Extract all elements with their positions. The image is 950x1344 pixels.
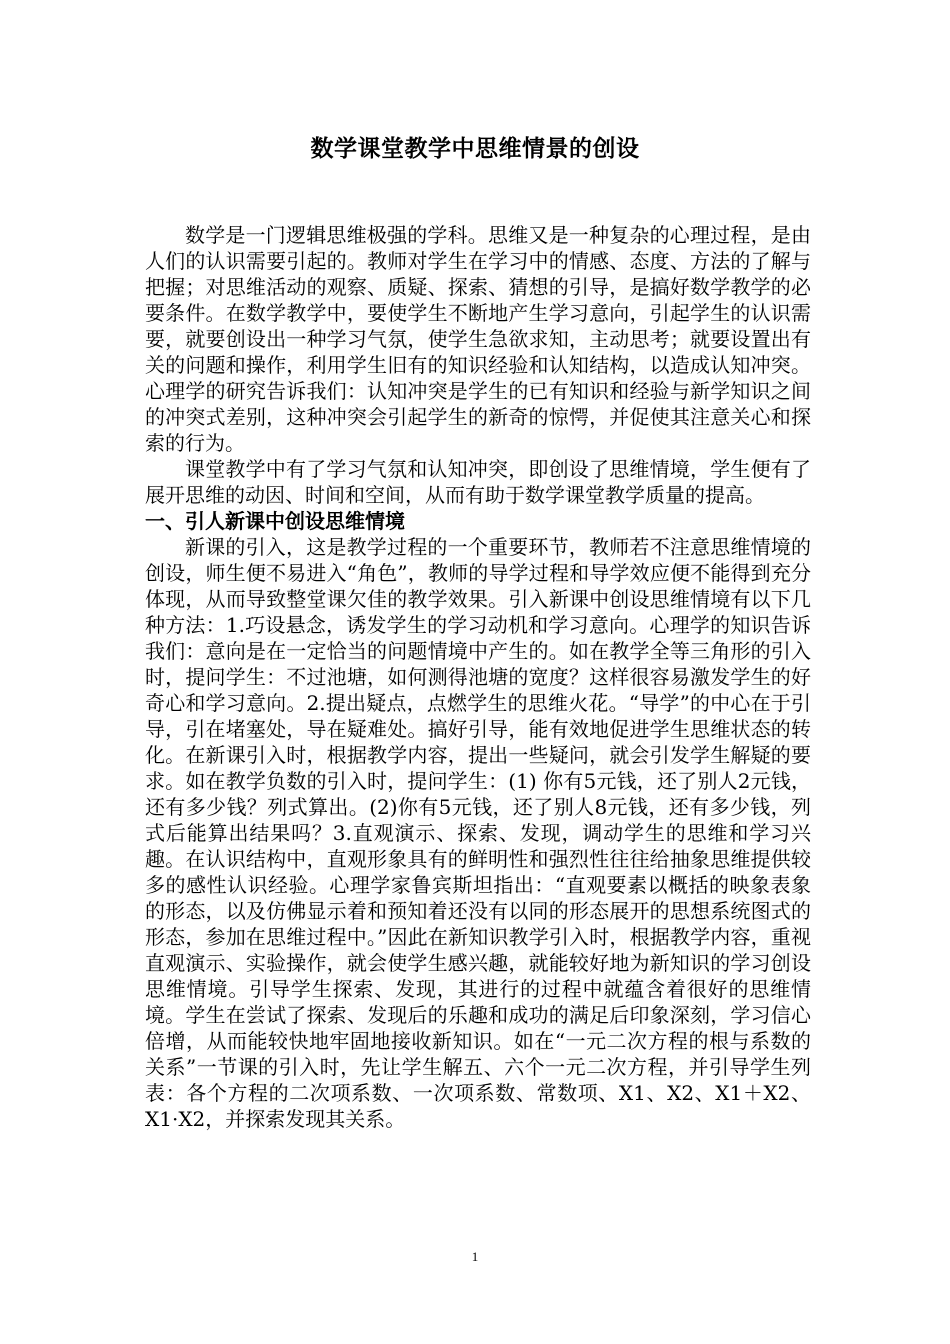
intro-paragraph-2: 课堂教学中有了学习气氛和认知冲突，即创设了思维情境，学生便有了展开思维的动因、时间和空间，从而有助于数学课堂教学质量的提高。 — [145, 457, 811, 507]
section-1-heading: 一、引人新课中创设思维情境 — [145, 509, 405, 533]
document-body — [145, 222, 811, 1132]
section-1-paragraph: 新课的引入，这是教学过程的一个重要环节，教师若不注意思维情境的创设，师生便不易进入“角色”，教师的导学过程和导学效应便不能得到充分体现，从而导致整堂课欠佳的教学效果。引入新课中创设思维情境有以下几种方法：1.巧设悬念，诱发学生的学习动机和学习意向。心理学的知识告诉我们：意向是在一定恰当的问题情境中产生的。如在教学全等三角形的引入时，提问学生：不过池塘，如何测得池塘的宽度？这样很容易激发学生的好奇心和学习意向。2.提出疑点，点燃学生的思维火花。“导学”的中心在于引导，引在堵塞处，导在疑难处。搞好引导，能有效地促进学生思维状态的转化。在新课引入时，根据教学内容，提出一些疑问，就会引发学生解疑的要求。如在教学负数的引入时，提问学生：(1) 你有5元钱，还了别人2元钱，还有多少钱？列式算出。(2)你有5元钱，还了别人8元钱，还有多少钱，列式后能算出结果吗？3.直观演示、探索、发现，调动学生的思维和学习兴趣。在认识结构中，直观形象具有的鲜明性和强烈性往往给抽象思维提供较多的感性认识经验。心理学家鲁宾斯坦指出：“直观要素以概括的映象表象的形态，以及仿佛显示着和预知着还没有以同的形态展开的思想系统图式的形态，参加在思维过程中。”因此在新知识教学引入时，根据教学内容，重视直观演示、实验操作，就会使学生感兴趣，就能较好地为新知识的学习创设思维情境。引导学生探索、发现，其进行的过程中就蕴含着很好的思维情境。学生在尝试了探索、发现后的乐趣和成功的满足后印象深刻，学习信心倍增，从而能较快地牢固地接收新知识。如在“一元二次方程的根与系数的关系”一节课的引入时，先让学生解五、六个一元二次方程，并引导学生列表：各个方程的二次项系数、一次项系数、常数项、X1、X2、X1＋X2、X1·X2，并探索发现其关系。 — [145, 535, 811, 1131]
document-title: 数学课堂教学中思维情景的创设 — [310, 135, 640, 162]
page-number: 1 — [471, 1249, 479, 1264]
intro-paragraph-1: 数学是一门逻辑思维极强的学科。思维又是一种复杂的心理过程，是由人们的认识需要引起的。教师对学生在学习中的情感、态度、方法的了解与把握；对思维活动的观察、质疑、探索、猜想的引导，是搞好数学教学的必要条件。在数学教学中，要使学生不断地产生学习意向，引起学生的认识需要，就要创设出一种学习气氛，使学生急欲求知，主动思考；就要设置出有关的问题和操作，利用学生旧有的知识经验和认知结构，以造成认知冲突。心理学的研究告诉我们：认知冲突是学生的已有知识和经验与新学知识之间的冲突式差别，这种冲突会引起学生的新奇的惊愕，并促使其注意关心和探索的行为。 — [145, 223, 811, 455]
